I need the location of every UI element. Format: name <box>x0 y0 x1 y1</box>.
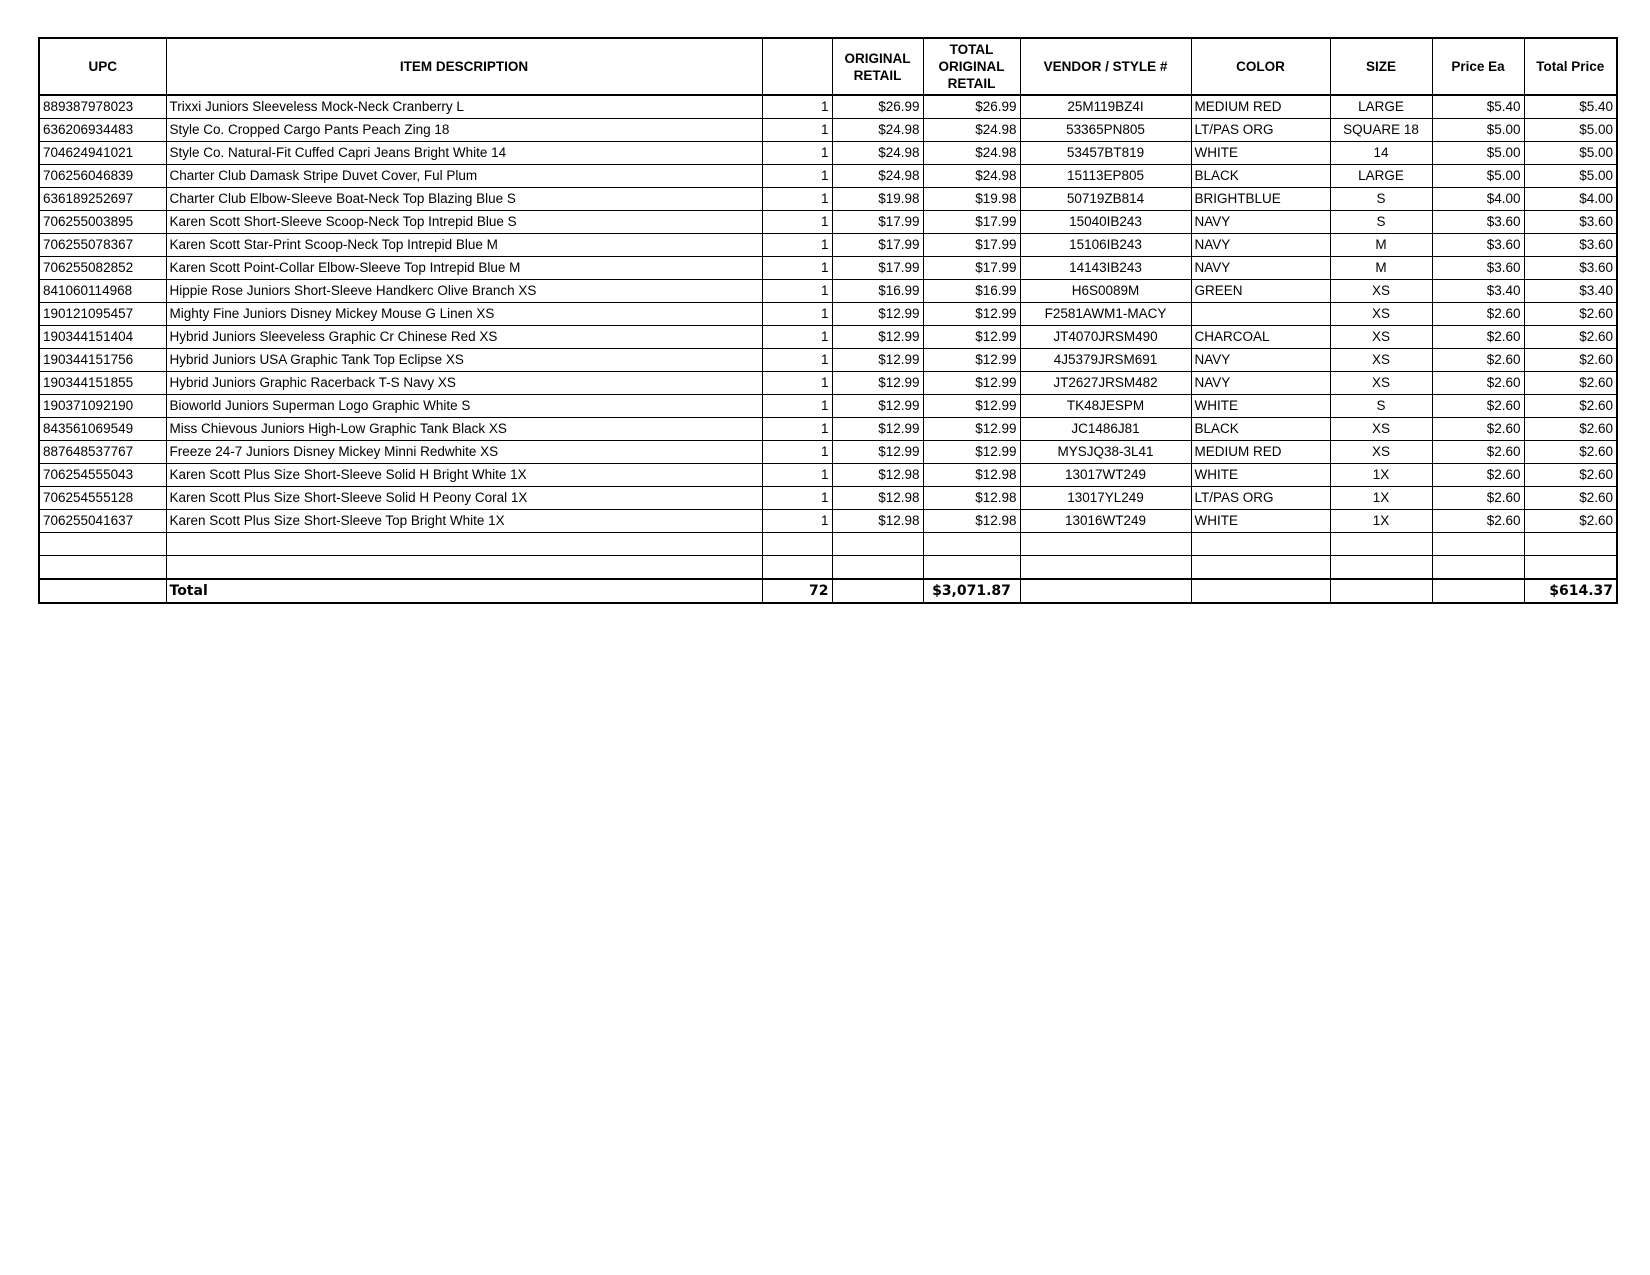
header-size: SIZE <box>1330 38 1432 95</box>
color-cell: BLACK <box>1191 418 1330 441</box>
blank-cell <box>1432 533 1524 556</box>
total-price-cell: $2.60 <box>1524 441 1617 464</box>
color-cell: NAVY <box>1191 372 1330 395</box>
blank-cell <box>1020 533 1191 556</box>
vendor-style-cell: 25M119BZ4I <box>1020 95 1191 119</box>
header-row <box>39 38 1617 95</box>
original-retail-cell: $12.99 <box>832 326 923 349</box>
blank-cell <box>1191 556 1330 580</box>
header-item-description: ITEM DESCRIPTION <box>166 38 762 95</box>
total-price-cell: $2.60 <box>1524 510 1617 533</box>
total-price-cell: $2.60 <box>1524 395 1617 418</box>
table-row <box>39 142 1617 165</box>
size-cell: S <box>1330 188 1432 211</box>
total-price-cell: $5.00 <box>1524 119 1617 142</box>
original-retail-cell: $17.99 <box>832 234 923 257</box>
table-row <box>39 165 1617 188</box>
price-ea-cell: $2.60 <box>1432 441 1524 464</box>
vendor-style-cell: H6S0089M <box>1020 280 1191 303</box>
blank-row <box>39 533 1617 556</box>
price-ea-cell: $4.00 <box>1432 188 1524 211</box>
total-original-retail-cell: $12.99 <box>923 441 1020 464</box>
header-original-retail: ORIGINAL RETAIL <box>832 38 923 95</box>
description-cell: Karen Scott Star-Print Scoop-Neck Top Intrepid Blue M <box>166 234 762 257</box>
price-ea-cell: $2.60 <box>1432 510 1524 533</box>
blank-cell <box>1330 533 1432 556</box>
qty-cell: 1 <box>762 257 832 280</box>
original-retail-cell: $12.99 <box>832 349 923 372</box>
qty-cell: 1 <box>762 280 832 303</box>
upc-cell: 706255003895 <box>39 211 166 234</box>
upc-cell: 190344151855 <box>39 372 166 395</box>
upc-cell: 706255082852 <box>39 257 166 280</box>
blank-cell <box>1524 533 1617 556</box>
description-cell: Trixxi Juniors Sleeveless Mock-Neck Cranberry L <box>166 95 762 119</box>
description-cell: Karen Scott Short-Sleeve Scoop-Neck Top Intrepid Blue S <box>166 211 762 234</box>
original-retail-cell: $12.98 <box>832 464 923 487</box>
qty-cell: 1 <box>762 349 832 372</box>
description-cell: Karen Scott Point-Collar Elbow-Sleeve Top Intrepid Blue M <box>166 257 762 280</box>
vendor-style-cell: 53365PN805 <box>1020 119 1191 142</box>
price-ea-cell: $2.60 <box>1432 326 1524 349</box>
total-original-retail-cell: $12.99 <box>923 372 1020 395</box>
vendor-style-cell: 13017YL249 <box>1020 487 1191 510</box>
vendor-style-cell: 50719ZB814 <box>1020 188 1191 211</box>
qty-cell: 1 <box>762 234 832 257</box>
total-original-retail-cell: $12.98 <box>923 487 1020 510</box>
price-ea-cell: $3.40 <box>1432 280 1524 303</box>
original-retail-cell: $12.99 <box>832 441 923 464</box>
size-cell: 1X <box>1330 464 1432 487</box>
description-cell: Miss Chievous Juniors High-Low Graphic Tank Black XS <box>166 418 762 441</box>
color-cell: LT/PAS ORG <box>1191 487 1330 510</box>
description-cell: Karen Scott Plus Size Short-Sleeve Solid H Bright White 1X <box>166 464 762 487</box>
total-price-cell: $2.60 <box>1524 464 1617 487</box>
size-cell: 1X <box>1330 487 1432 510</box>
vendor-style-cell: 4J5379JRSM691 <box>1020 349 1191 372</box>
total-price-cell: $2.60 <box>1524 487 1617 510</box>
total-original-retail-cell: $24.98 <box>923 142 1020 165</box>
vendor-style-cell: TK48JESPM <box>1020 395 1191 418</box>
original-retail-cell: $16.99 <box>832 280 923 303</box>
blank-cell <box>762 556 832 580</box>
price-ea-cell: $3.60 <box>1432 234 1524 257</box>
original-retail-cell: $24.98 <box>832 119 923 142</box>
qty-cell: 1 <box>762 303 832 326</box>
upc-cell: 843561069549 <box>39 418 166 441</box>
manifest-body <box>39 95 1617 603</box>
qty-cell: 1 <box>762 95 832 119</box>
qty-cell: 1 <box>762 372 832 395</box>
header-qty <box>762 38 832 95</box>
price-ea-cell: $3.60 <box>1432 257 1524 280</box>
blank-cell <box>1330 556 1432 580</box>
upc-cell: 190344151404 <box>39 326 166 349</box>
manifest-table <box>38 37 1618 604</box>
size-cell: XS <box>1330 326 1432 349</box>
size-cell: XS <box>1330 441 1432 464</box>
blank-cell <box>923 533 1020 556</box>
upc-cell: 841060114968 <box>39 280 166 303</box>
header-color: COLOR <box>1191 38 1330 95</box>
total-original-retail-cell: $12.99 <box>923 326 1020 349</box>
vendor-style-cell: JC1486J81 <box>1020 418 1191 441</box>
price-ea-cell: $2.60 <box>1432 395 1524 418</box>
color-cell: GREEN <box>1191 280 1330 303</box>
table-row <box>39 257 1617 280</box>
vendor-style-cell: 15113EP805 <box>1020 165 1191 188</box>
qty-cell: 1 <box>762 188 832 211</box>
table-row <box>39 510 1617 533</box>
size-cell: M <box>1330 257 1432 280</box>
blank-cell <box>39 533 166 556</box>
description-cell: Freeze 24-7 Juniors Disney Mickey Minni Redwhite XS <box>166 441 762 464</box>
color-cell: BRIGHTBLUE <box>1191 188 1330 211</box>
price-ea-cell: $5.00 <box>1432 142 1524 165</box>
color-cell: NAVY <box>1191 211 1330 234</box>
total-original-retail-cell: $17.99 <box>923 234 1020 257</box>
size-cell: XS <box>1330 349 1432 372</box>
vendor-style-cell: 15040IB243 <box>1020 211 1191 234</box>
qty-cell: 1 <box>762 326 832 349</box>
qty-cell: 1 <box>762 464 832 487</box>
blank-cell <box>1524 556 1617 580</box>
upc-cell: 706254555128 <box>39 487 166 510</box>
total-original-retail-cell: $12.98 <box>923 510 1020 533</box>
total-original-retail-cell: $24.98 <box>923 165 1020 188</box>
size-cell: XS <box>1330 418 1432 441</box>
table-row <box>39 349 1617 372</box>
vendor-style-cell: 13016WT249 <box>1020 510 1191 533</box>
size-cell: XS <box>1330 372 1432 395</box>
description-cell: Hybrid Juniors Graphic Racerback T-S Navy XS <box>166 372 762 395</box>
price-ea-cell: $2.60 <box>1432 487 1524 510</box>
upc-cell: 706255041637 <box>39 510 166 533</box>
table-row <box>39 418 1617 441</box>
size-cell: SQUARE 18 <box>1330 119 1432 142</box>
upc-cell: 636206934483 <box>39 119 166 142</box>
table-row <box>39 464 1617 487</box>
description-cell: Mighty Fine Juniors Disney Mickey Mouse G Linen XS <box>166 303 762 326</box>
total-price-cell: $4.00 <box>1524 188 1617 211</box>
size-cell: LARGE <box>1330 165 1432 188</box>
description-cell: Style Co. Natural-Fit Cuffed Capri Jeans Bright White 14 <box>166 142 762 165</box>
qty-cell: 1 <box>762 165 832 188</box>
price-ea-cell: $2.60 <box>1432 303 1524 326</box>
original-retail-cell: $12.98 <box>832 510 923 533</box>
total-empty-cell <box>1020 579 1191 603</box>
color-cell: MEDIUM RED <box>1191 95 1330 119</box>
header-vendor-style: VENDOR / STYLE # <box>1020 38 1191 95</box>
vendor-style-cell: JT4070JRSM490 <box>1020 326 1191 349</box>
original-retail-cell: $12.98 <box>832 487 923 510</box>
header-total-price: Total Price <box>1524 38 1617 95</box>
total-original-retail-cell: $24.98 <box>923 119 1020 142</box>
vendor-style-cell: JT2627JRSM482 <box>1020 372 1191 395</box>
description-cell: Charter Club Damask Stripe Duvet Cover, Ful Plum <box>166 165 762 188</box>
description-cell: Hippie Rose Juniors Short-Sleeve Handkerc Olive Branch XS <box>166 280 762 303</box>
blank-cell <box>1432 556 1524 580</box>
original-retail-cell: $24.98 <box>832 142 923 165</box>
size-cell: 14 <box>1330 142 1432 165</box>
upc-cell: 706256046839 <box>39 165 166 188</box>
color-cell: BLACK <box>1191 165 1330 188</box>
color-cell: NAVY <box>1191 234 1330 257</box>
total-original-retail-cell: $26.99 <box>923 95 1020 119</box>
original-retail-cell: $24.98 <box>832 165 923 188</box>
qty-cell: 1 <box>762 211 832 234</box>
original-retail-cell: $12.99 <box>832 395 923 418</box>
blank-cell <box>762 533 832 556</box>
total-price-cell: $2.60 <box>1524 303 1617 326</box>
original-retail-cell: $12.99 <box>832 372 923 395</box>
color-cell: NAVY <box>1191 349 1330 372</box>
total-price-cell: $3.60 <box>1524 257 1617 280</box>
price-ea-cell: $5.00 <box>1432 165 1524 188</box>
total-price-cell: $2.60 <box>1524 326 1617 349</box>
size-cell: 1X <box>1330 510 1432 533</box>
total-empty-cell <box>832 579 923 603</box>
vendor-style-cell: 13017WT249 <box>1020 464 1191 487</box>
upc-cell: 190121095457 <box>39 303 166 326</box>
price-ea-cell: $2.60 <box>1432 464 1524 487</box>
blank-cell <box>39 556 166 580</box>
color-cell: WHITE <box>1191 395 1330 418</box>
size-cell: XS <box>1330 280 1432 303</box>
total-price-cell: $3.60 <box>1524 234 1617 257</box>
manifest-sheet <box>38 37 1618 604</box>
header-upc: UPC <box>39 38 166 95</box>
vendor-style-cell: 14143IB243 <box>1020 257 1191 280</box>
total-row <box>39 579 1617 603</box>
color-cell: MEDIUM RED <box>1191 441 1330 464</box>
upc-cell: 706255078367 <box>39 234 166 257</box>
qty-cell: 1 <box>762 487 832 510</box>
total-empty-cell <box>1330 579 1432 603</box>
upc-cell: 889387978023 <box>39 95 166 119</box>
description-cell: Hybrid Juniors USA Graphic Tank Top Eclipse XS <box>166 349 762 372</box>
original-retail-cell: $12.99 <box>832 303 923 326</box>
color-cell: CHARCOAL <box>1191 326 1330 349</box>
blank-cell <box>1020 556 1191 580</box>
total-original-retail-cell: $12.98 <box>923 464 1020 487</box>
vendor-style-cell: F2581AWM1-MACY <box>1020 303 1191 326</box>
total-original-retail-cell: $12.99 <box>923 395 1020 418</box>
price-ea-cell: $2.60 <box>1432 418 1524 441</box>
table-row <box>39 211 1617 234</box>
blank-cell <box>1191 533 1330 556</box>
qty-cell: 1 <box>762 441 832 464</box>
qty-cell: 1 <box>762 142 832 165</box>
blank-cell <box>832 533 923 556</box>
description-cell: Bioworld Juniors Superman Logo Graphic White S <box>166 395 762 418</box>
total-empty-cell <box>1191 579 1330 603</box>
blank-cell <box>832 556 923 580</box>
description-cell: Charter Club Elbow-Sleeve Boat-Neck Top Blazing Blue S <box>166 188 762 211</box>
total-original-retail: $3,071.87 <box>923 579 1020 603</box>
description-cell: Karen Scott Plus Size Short-Sleeve Top Bright White 1X <box>166 510 762 533</box>
price-ea-cell: $5.40 <box>1432 95 1524 119</box>
total-label: Total <box>166 579 762 603</box>
color-cell: WHITE <box>1191 510 1330 533</box>
table-row <box>39 441 1617 464</box>
total-price-cell: $5.40 <box>1524 95 1617 119</box>
price-ea-cell: $3.60 <box>1432 211 1524 234</box>
description-cell: Style Co. Cropped Cargo Pants Peach Zing 18 <box>166 119 762 142</box>
blank-cell <box>166 533 762 556</box>
total-original-retail-cell: $17.99 <box>923 257 1020 280</box>
table-row <box>39 487 1617 510</box>
table-row <box>39 326 1617 349</box>
total-original-retail-cell: $12.99 <box>923 303 1020 326</box>
original-retail-cell: $12.99 <box>832 418 923 441</box>
blank-row <box>39 556 1617 580</box>
upc-cell: 887648537767 <box>39 441 166 464</box>
size-cell: LARGE <box>1330 95 1432 119</box>
qty-cell: 1 <box>762 395 832 418</box>
total-original-retail-cell: $19.98 <box>923 188 1020 211</box>
table-row <box>39 95 1617 119</box>
total-price-cell: $3.60 <box>1524 211 1617 234</box>
table-row <box>39 188 1617 211</box>
color-cell: WHITE <box>1191 464 1330 487</box>
vendor-style-cell: 53457BT819 <box>1020 142 1191 165</box>
upc-cell: 704624941021 <box>39 142 166 165</box>
total-price-cell: $5.00 <box>1524 165 1617 188</box>
total-price-cell: $2.60 <box>1524 418 1617 441</box>
upc-cell: 636189252697 <box>39 188 166 211</box>
qty-cell: 1 <box>762 510 832 533</box>
table-row <box>39 234 1617 257</box>
price-ea-cell: $2.60 <box>1432 349 1524 372</box>
table-row <box>39 395 1617 418</box>
total-price-cell: $5.00 <box>1524 142 1617 165</box>
vendor-style-cell: MYSJQ38-3L41 <box>1020 441 1191 464</box>
total-original-retail-cell: $16.99 <box>923 280 1020 303</box>
blank-cell <box>923 556 1020 580</box>
header-total-original-retail: TOTAL ORIGINAL RETAIL <box>923 38 1020 95</box>
total-price-cell: $2.60 <box>1524 349 1617 372</box>
total-empty-cell <box>1432 579 1524 603</box>
color-cell: WHITE <box>1191 142 1330 165</box>
total-price-cell: $3.40 <box>1524 280 1617 303</box>
total-original-retail-cell: $17.99 <box>923 211 1020 234</box>
qty-cell: 1 <box>762 418 832 441</box>
description-cell: Hybrid Juniors Sleeveless Graphic Cr Chinese Red XS <box>166 326 762 349</box>
table-row <box>39 372 1617 395</box>
total-price-cell: $2.60 <box>1524 372 1617 395</box>
upc-cell: 190344151756 <box>39 349 166 372</box>
original-retail-cell: $17.99 <box>832 211 923 234</box>
size-cell: M <box>1330 234 1432 257</box>
original-retail-cell: $17.99 <box>832 257 923 280</box>
color-cell <box>1191 303 1330 326</box>
original-retail-cell: $26.99 <box>832 95 923 119</box>
size-cell: XS <box>1330 303 1432 326</box>
price-ea-cell: $2.60 <box>1432 372 1524 395</box>
qty-cell: 1 <box>762 119 832 142</box>
size-cell: S <box>1330 211 1432 234</box>
total-original-retail-cell: $12.99 <box>923 418 1020 441</box>
total-price: $614.37 <box>1524 579 1617 603</box>
original-retail-cell: $19.98 <box>832 188 923 211</box>
blank-cell <box>166 556 762 580</box>
table-row <box>39 280 1617 303</box>
total-original-retail-cell: $12.99 <box>923 349 1020 372</box>
table-row <box>39 119 1617 142</box>
upc-cell: 706254555043 <box>39 464 166 487</box>
description-cell: Karen Scott Plus Size Short-Sleeve Solid H Peony Coral 1X <box>166 487 762 510</box>
size-cell: S <box>1330 395 1432 418</box>
vendor-style-cell: 15106IB243 <box>1020 234 1191 257</box>
color-cell: LT/PAS ORG <box>1191 119 1330 142</box>
total-qty: 72 <box>762 579 832 603</box>
upc-cell: 190371092190 <box>39 395 166 418</box>
table-row <box>39 303 1617 326</box>
color-cell: NAVY <box>1191 257 1330 280</box>
header-price-ea: Price Ea <box>1432 38 1524 95</box>
total-empty-cell <box>39 579 166 603</box>
price-ea-cell: $5.00 <box>1432 119 1524 142</box>
